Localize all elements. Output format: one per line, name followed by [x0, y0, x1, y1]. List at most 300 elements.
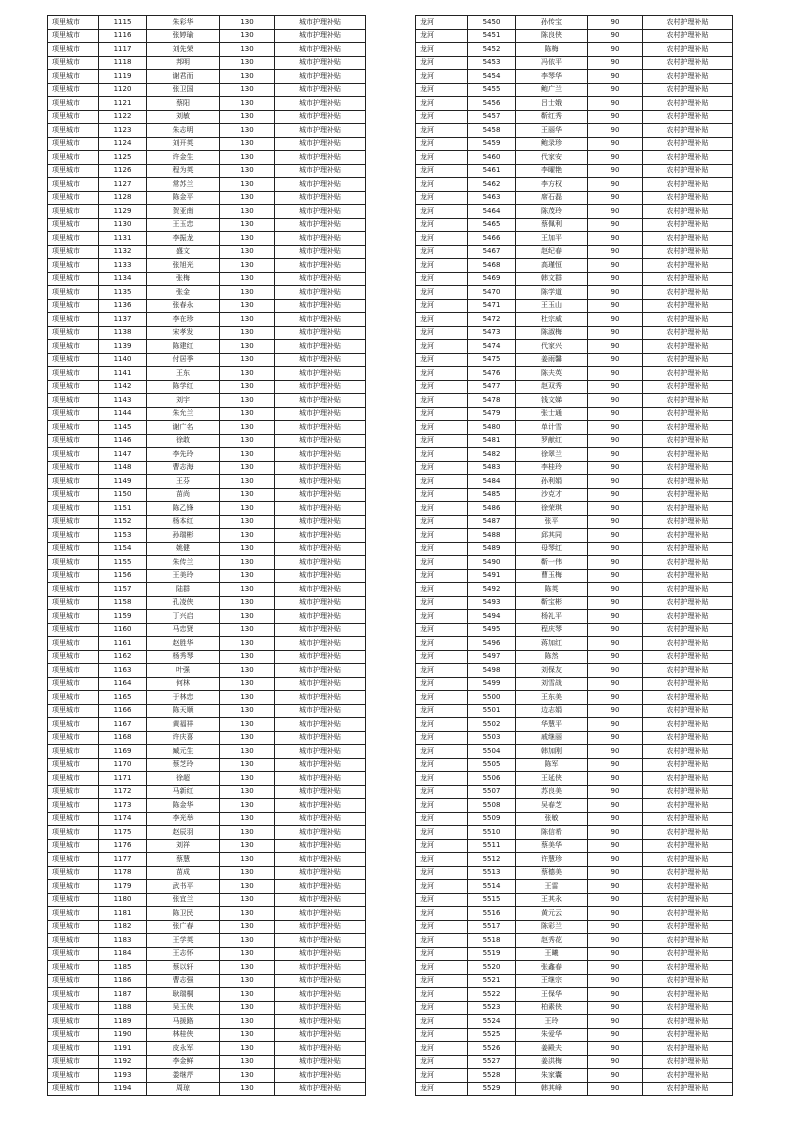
cell-amount: 130 — [220, 920, 275, 934]
cell-amount: 130 — [220, 1055, 275, 1069]
cell-subsidy-type: 农村护理补贴 — [643, 529, 733, 543]
table-row — [48, 286, 366, 300]
table-row — [48, 718, 366, 732]
cell-id: 5508 — [468, 799, 516, 813]
cell-area: 龙河 — [416, 461, 468, 475]
table-row — [416, 623, 733, 637]
cell-id: 5498 — [468, 664, 516, 678]
cell-subsidy-type: 农村护理补贴 — [643, 542, 733, 556]
cell-name: 曹志强 — [147, 974, 220, 988]
cell-amount: 90 — [588, 731, 643, 745]
cell-id: 5474 — [468, 340, 516, 354]
cell-amount: 130 — [220, 110, 275, 124]
cell-area: 龙河 — [416, 880, 468, 894]
cell-name: 赵纪春 — [516, 245, 588, 259]
table-row — [416, 407, 733, 421]
cell-subsidy-type: 农村护理补贴 — [643, 812, 733, 826]
cell-amount: 90 — [588, 839, 643, 853]
cell-subsidy-type: 农村护理补贴 — [643, 394, 733, 408]
cell-amount: 130 — [220, 83, 275, 97]
table-row — [416, 191, 733, 205]
cell-subsidy-type: 农村护理补贴 — [643, 434, 733, 448]
cell-id: 5485 — [468, 488, 516, 502]
cell-amount: 130 — [220, 731, 275, 745]
cell-amount: 130 — [220, 434, 275, 448]
cell-id: 1154 — [99, 542, 147, 556]
cell-name: 陈学红 — [147, 380, 220, 394]
cell-name: 黄元云 — [516, 907, 588, 921]
cell-subsidy-type: 农村护理补贴 — [643, 664, 733, 678]
cell-amount: 90 — [588, 637, 643, 651]
table-row — [48, 1042, 366, 1056]
cell-area: 项里城市 — [48, 245, 99, 259]
cell-area: 龙河 — [416, 583, 468, 597]
cell-name: 王志怀 — [147, 947, 220, 961]
cell-subsidy-type: 城市护理补贴 — [275, 232, 366, 246]
cell-amount: 130 — [220, 907, 275, 921]
cell-area: 龙河 — [416, 785, 468, 799]
cell-name: 王曦 — [516, 947, 588, 961]
cell-name: 贺亚南 — [147, 205, 220, 219]
cell-name: 姚健 — [147, 542, 220, 556]
cell-name: 赵胜华 — [147, 637, 220, 651]
cell-subsidy-type: 农村护理补贴 — [643, 974, 733, 988]
cell-amount: 90 — [588, 313, 643, 327]
cell-area: 项里城市 — [48, 893, 99, 907]
table-row — [48, 151, 366, 165]
cell-name: 王加平 — [516, 232, 588, 246]
table-row — [416, 245, 733, 259]
cell-subsidy-type: 农村护理补贴 — [643, 245, 733, 259]
table-row — [48, 569, 366, 583]
cell-id: 1129 — [99, 205, 147, 219]
cell-name: 冯依平 — [516, 56, 588, 70]
cell-amount: 130 — [220, 29, 275, 43]
cell-area: 项里城市 — [48, 461, 99, 475]
cell-id: 1161 — [99, 637, 147, 651]
cell-area: 龙河 — [416, 650, 468, 664]
cell-id: 1146 — [99, 434, 147, 448]
table-row — [48, 1055, 366, 1069]
cell-name: 代家安 — [516, 151, 588, 165]
cell-name: 邱其同 — [516, 529, 588, 543]
cell-subsidy-type: 农村护理补贴 — [643, 826, 733, 840]
cell-subsidy-type: 城市护理补贴 — [275, 866, 366, 880]
cell-subsidy-type: 城市护理补贴 — [275, 421, 366, 435]
cell-subsidy-type: 农村护理补贴 — [643, 677, 733, 691]
cell-name: 李曜艳 — [516, 164, 588, 178]
cell-id: 5503 — [468, 731, 516, 745]
cell-amount: 90 — [588, 758, 643, 772]
cell-area: 项里城市 — [48, 880, 99, 894]
cell-area: 项里城市 — [48, 313, 99, 327]
cell-amount: 130 — [220, 839, 275, 853]
cell-name: 常苏兰 — [147, 178, 220, 192]
table-row — [416, 299, 733, 313]
cell-area: 龙河 — [416, 866, 468, 880]
table-row — [416, 920, 733, 934]
cell-name: 吴春芝 — [516, 799, 588, 813]
cell-amount: 130 — [220, 596, 275, 610]
cell-subsidy-type: 城市护理补贴 — [275, 29, 366, 43]
table-row — [48, 421, 366, 435]
table-row — [416, 637, 733, 651]
cell-amount: 90 — [588, 326, 643, 340]
cell-name: 陈建红 — [147, 340, 220, 354]
cell-amount: 90 — [588, 569, 643, 583]
cell-name: 朱家囊 — [516, 1069, 588, 1083]
cell-name: 李桂玲 — [516, 461, 588, 475]
cell-name: 叶强 — [147, 664, 220, 678]
cell-amount: 90 — [588, 988, 643, 1002]
cell-id: 1162 — [99, 650, 147, 664]
cell-amount: 90 — [588, 1042, 643, 1056]
cell-subsidy-type: 城市护理补贴 — [275, 475, 366, 489]
cell-amount: 130 — [220, 623, 275, 637]
cell-name: 臧元生 — [147, 745, 220, 759]
cell-id: 1167 — [99, 718, 147, 732]
cell-name: 王东美 — [516, 691, 588, 705]
table-row — [416, 596, 733, 610]
cell-id: 1187 — [99, 988, 147, 1002]
table-row — [416, 326, 733, 340]
cell-area: 项里城市 — [48, 286, 99, 300]
cell-name: 张梅 — [147, 272, 220, 286]
table-row — [416, 569, 733, 583]
cell-id: 1166 — [99, 704, 147, 718]
table-row — [416, 1015, 733, 1029]
cell-area: 龙河 — [416, 812, 468, 826]
cell-area: 龙河 — [416, 637, 468, 651]
cell-name: 陈英 — [516, 583, 588, 597]
cell-amount: 90 — [588, 704, 643, 718]
cell-amount: 130 — [220, 718, 275, 732]
table-row — [48, 245, 366, 259]
table-row — [48, 340, 366, 354]
cell-area: 龙河 — [416, 704, 468, 718]
cell-id: 1188 — [99, 1001, 147, 1015]
cell-area: 项里城市 — [48, 610, 99, 624]
cell-area: 龙河 — [416, 731, 468, 745]
table-row — [416, 542, 733, 556]
cell-id: 1157 — [99, 583, 147, 597]
table-row — [48, 83, 366, 97]
cell-area: 项里城市 — [48, 151, 99, 165]
cell-subsidy-type: 农村护理补贴 — [643, 313, 733, 327]
table-row — [48, 178, 366, 192]
cell-id: 1134 — [99, 272, 147, 286]
cell-id: 1180 — [99, 893, 147, 907]
table-row — [416, 286, 733, 300]
cell-amount: 90 — [588, 286, 643, 300]
cell-amount: 130 — [220, 704, 275, 718]
cell-amount: 90 — [588, 583, 643, 597]
cell-subsidy-type: 农村护理补贴 — [643, 191, 733, 205]
cell-amount: 130 — [220, 893, 275, 907]
cell-area: 龙河 — [416, 529, 468, 543]
cell-subsidy-type: 城市护理补贴 — [275, 758, 366, 772]
subsidy-table-left — [47, 15, 366, 1096]
cell-amount: 90 — [588, 745, 643, 759]
cell-name: 耿瑞桐 — [147, 988, 220, 1002]
cell-subsidy-type: 农村护理补贴 — [643, 583, 733, 597]
cell-id: 1177 — [99, 853, 147, 867]
cell-id: 1193 — [99, 1069, 147, 1083]
cell-subsidy-type: 农村护理补贴 — [643, 380, 733, 394]
cell-amount: 90 — [588, 259, 643, 273]
cell-subsidy-type: 城市护理补贴 — [275, 515, 366, 529]
cell-area: 龙河 — [416, 232, 468, 246]
cell-area: 项里城市 — [48, 299, 99, 313]
table-row — [416, 529, 733, 543]
cell-subsidy-type: 城市护理补贴 — [275, 1082, 366, 1096]
cell-area: 项里城市 — [48, 812, 99, 826]
cell-subsidy-type: 农村护理补贴 — [643, 623, 733, 637]
cell-subsidy-type: 城市护理补贴 — [275, 353, 366, 367]
cell-name: 许庆喜 — [147, 731, 220, 745]
cell-name: 靳一伟 — [516, 556, 588, 570]
table-row — [48, 947, 366, 961]
cell-area: 项里城市 — [48, 718, 99, 732]
table-row — [48, 407, 366, 421]
cell-id: 5510 — [468, 826, 516, 840]
cell-area: 项里城市 — [48, 232, 99, 246]
cell-name: 吴玉侠 — [147, 1001, 220, 1015]
cell-amount: 130 — [220, 758, 275, 772]
cell-name: 苏良美 — [516, 785, 588, 799]
table-row — [48, 205, 366, 219]
cell-id: 1124 — [99, 137, 147, 151]
cell-area: 龙河 — [416, 97, 468, 111]
cell-id: 1168 — [99, 731, 147, 745]
cell-name: 皮永军 — [147, 1042, 220, 1056]
cell-subsidy-type: 城市护理补贴 — [275, 718, 366, 732]
cell-area: 项里城市 — [48, 16, 99, 30]
cell-id: 1142 — [99, 380, 147, 394]
cell-subsidy-type: 城市护理补贴 — [275, 502, 366, 516]
cell-amount: 90 — [588, 529, 643, 543]
table-row — [416, 988, 733, 1002]
table-row — [416, 745, 733, 759]
cell-area: 项里城市 — [48, 1001, 99, 1015]
cell-area: 项里城市 — [48, 907, 99, 921]
cell-subsidy-type: 城市护理补贴 — [275, 920, 366, 934]
cell-subsidy-type: 城市护理补贴 — [275, 151, 366, 165]
cell-subsidy-type: 城市护理补贴 — [275, 664, 366, 678]
cell-id: 5490 — [468, 556, 516, 570]
cell-name: 丁兴启 — [147, 610, 220, 624]
cell-subsidy-type: 城市护理补贴 — [275, 853, 366, 867]
cell-id: 5525 — [468, 1028, 516, 1042]
cell-name: 朱彩华 — [147, 16, 220, 30]
cell-subsidy-type: 城市护理补贴 — [275, 785, 366, 799]
cell-amount: 130 — [220, 799, 275, 813]
cell-amount: 90 — [588, 907, 643, 921]
table-row — [416, 218, 733, 232]
cell-subsidy-type: 农村护理补贴 — [643, 475, 733, 489]
table-row — [416, 70, 733, 84]
cell-amount: 130 — [220, 1082, 275, 1096]
cell-name: 张旭光 — [147, 259, 220, 273]
cell-area: 龙河 — [416, 16, 468, 30]
table-row — [416, 610, 733, 624]
cell-amount: 130 — [220, 70, 275, 84]
cell-name: 鲍广兰 — [516, 83, 588, 97]
cell-id: 1117 — [99, 43, 147, 57]
cell-subsidy-type: 城市护理补贴 — [275, 272, 366, 286]
cell-subsidy-type: 农村护理补贴 — [643, 1015, 733, 1029]
cell-amount: 90 — [588, 947, 643, 961]
cell-subsidy-type: 农村护理补贴 — [643, 137, 733, 151]
cell-subsidy-type: 城市护理补贴 — [275, 1001, 366, 1015]
cell-area: 项里城市 — [48, 137, 99, 151]
cell-area: 项里城市 — [48, 1055, 99, 1069]
cell-area: 龙河 — [416, 218, 468, 232]
cell-id: 5521 — [468, 974, 516, 988]
cell-subsidy-type: 城市护理补贴 — [275, 488, 366, 502]
cell-area: 项里城市 — [48, 367, 99, 381]
table-row — [416, 340, 733, 354]
cell-id: 5501 — [468, 704, 516, 718]
cell-id: 5469 — [468, 272, 516, 286]
cell-area: 项里城市 — [48, 650, 99, 664]
cell-name: 陈茂玲 — [516, 205, 588, 219]
cell-amount: 90 — [588, 772, 643, 786]
cell-amount: 90 — [588, 677, 643, 691]
table-row — [416, 110, 733, 124]
cell-id: 5526 — [468, 1042, 516, 1056]
table-row — [416, 772, 733, 786]
table-row — [48, 218, 366, 232]
cell-subsidy-type: 城市护理补贴 — [275, 259, 366, 273]
cell-amount: 90 — [588, 70, 643, 84]
cell-id: 5494 — [468, 610, 516, 624]
cell-amount: 130 — [220, 137, 275, 151]
table-row — [48, 812, 366, 826]
cell-id: 1145 — [99, 421, 147, 435]
cell-name: 陈夫英 — [516, 367, 588, 381]
table-row — [416, 367, 733, 381]
cell-id: 1118 — [99, 56, 147, 70]
cell-amount: 90 — [588, 812, 643, 826]
table-row — [416, 448, 733, 462]
cell-area: 项里城市 — [48, 772, 99, 786]
cell-subsidy-type: 城市护理补贴 — [275, 596, 366, 610]
cell-name: 陆群 — [147, 583, 220, 597]
cell-subsidy-type: 城市护理补贴 — [275, 56, 366, 70]
table-row — [416, 137, 733, 151]
cell-area: 龙河 — [416, 110, 468, 124]
table-row — [48, 745, 366, 759]
cell-subsidy-type: 农村护理补贴 — [643, 488, 733, 502]
table-row — [48, 326, 366, 340]
cell-area: 龙河 — [416, 313, 468, 327]
cell-name: 刘敏 — [147, 110, 220, 124]
cell-name: 代家兴 — [516, 340, 588, 354]
cell-subsidy-type: 城市护理补贴 — [275, 326, 366, 340]
cell-area: 项里城市 — [48, 164, 99, 178]
cell-area: 项里城市 — [48, 704, 99, 718]
cell-subsidy-type: 城市护理补贴 — [275, 677, 366, 691]
cell-subsidy-type: 城市护理补贴 — [275, 556, 366, 570]
cell-amount: 130 — [220, 245, 275, 259]
table-row — [416, 947, 733, 961]
cell-id: 5528 — [468, 1069, 516, 1083]
cell-amount: 90 — [588, 151, 643, 165]
table-row — [416, 1001, 733, 1015]
cell-area: 项里城市 — [48, 380, 99, 394]
cell-id: 1182 — [99, 920, 147, 934]
cell-area: 龙河 — [416, 205, 468, 219]
cell-id: 1137 — [99, 313, 147, 327]
cell-subsidy-type: 农村护理补贴 — [643, 839, 733, 853]
cell-id: 1125 — [99, 151, 147, 165]
cell-subsidy-type: 城市护理补贴 — [275, 934, 366, 948]
cell-name: 王保华 — [516, 988, 588, 1002]
cell-amount: 90 — [588, 97, 643, 111]
cell-amount: 130 — [220, 961, 275, 975]
table-row — [48, 461, 366, 475]
cell-subsidy-type: 城市护理补贴 — [275, 826, 366, 840]
cell-amount: 90 — [588, 353, 643, 367]
cell-amount: 90 — [588, 1001, 643, 1015]
cell-area: 项里城市 — [48, 83, 99, 97]
cell-name: 蔡佩利 — [516, 218, 588, 232]
cell-id: 5453 — [468, 56, 516, 70]
cell-subsidy-type: 农村护理补贴 — [643, 299, 733, 313]
cell-subsidy-type: 城市护理补贴 — [275, 124, 366, 138]
cell-subsidy-type: 农村护理补贴 — [643, 421, 733, 435]
cell-amount: 130 — [220, 502, 275, 516]
cell-area: 龙河 — [416, 542, 468, 556]
cell-subsidy-type: 城市护理补贴 — [275, 367, 366, 381]
cell-subsidy-type: 农村护理补贴 — [643, 947, 733, 961]
table-row — [48, 934, 366, 948]
cell-area: 项里城市 — [48, 677, 99, 691]
cell-amount: 90 — [588, 29, 643, 43]
cell-name: 李琴华 — [516, 70, 588, 84]
cell-subsidy-type: 农村护理补贴 — [643, 124, 733, 138]
table-row — [48, 475, 366, 489]
table-row — [416, 839, 733, 853]
cell-name: 张卫国 — [147, 83, 220, 97]
cell-name: 蔡美华 — [516, 839, 588, 853]
cell-subsidy-type: 城市护理补贴 — [275, 299, 366, 313]
cell-subsidy-type: 城市护理补贴 — [275, 178, 366, 192]
table-row — [416, 893, 733, 907]
cell-name: 靳红秀 — [516, 110, 588, 124]
table-row — [48, 137, 366, 151]
cell-amount: 130 — [220, 461, 275, 475]
cell-id: 5450 — [468, 16, 516, 30]
cell-area: 项里城市 — [48, 1042, 99, 1056]
cell-amount: 130 — [220, 1042, 275, 1056]
cell-id: 5481 — [468, 434, 516, 448]
cell-subsidy-type: 农村护理补贴 — [643, 70, 733, 84]
cell-subsidy-type: 城市护理补贴 — [275, 569, 366, 583]
table-row — [416, 1082, 733, 1096]
cell-id: 5493 — [468, 596, 516, 610]
cell-name: 钱文娣 — [516, 394, 588, 408]
cell-amount: 90 — [588, 1015, 643, 1029]
cell-subsidy-type: 城市护理补贴 — [275, 137, 366, 151]
cell-name: 谢广名 — [147, 421, 220, 435]
cell-subsidy-type: 城市护理补贴 — [275, 313, 366, 327]
cell-amount: 90 — [588, 1082, 643, 1096]
cell-subsidy-type: 城市护理补贴 — [275, 731, 366, 745]
cell-amount: 90 — [588, 367, 643, 381]
cell-name: 张鑫春 — [516, 961, 588, 975]
